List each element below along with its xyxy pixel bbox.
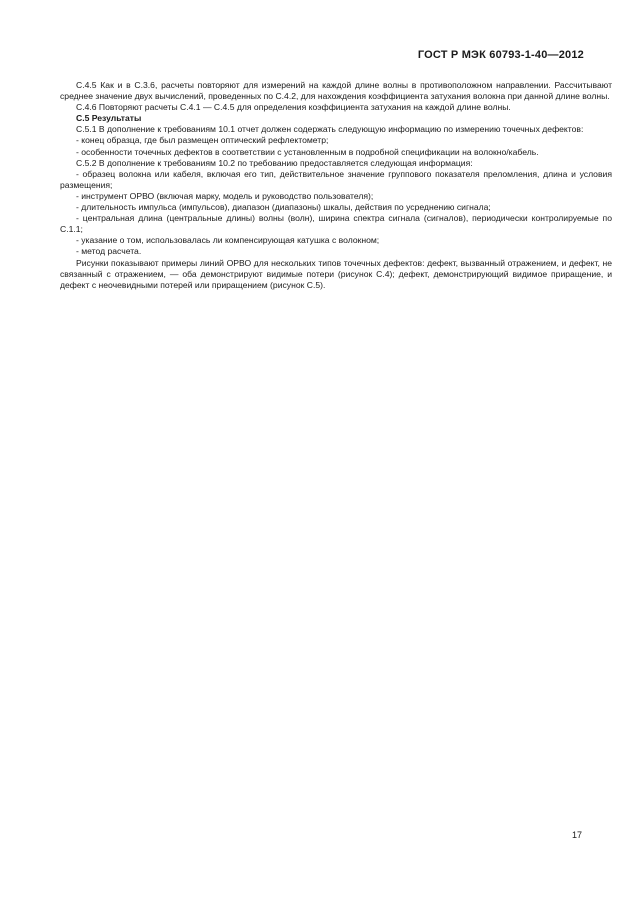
page-number: 17 — [571, 830, 582, 840]
paragraph-c46: С.4.6 Повторяют расчеты С.4.1 — С.4.5 для определения коэффициента затухания на каждой длине волны. — [76, 102, 511, 113]
body-text — [60, 80, 612, 291]
paragraph-c45: С.4.5 Как и в С.3.6, расчеты повторяют для измерений на каждой длине волны в противоположном направлении. Рассчитывают среднее значение двух вычислений, проведенных по С.4.2, для нахождения коэффициента затухания волокна при данной длине волны. — [60, 80, 612, 102]
paragraph-figures: Рисунки показывают примеры линий ОРВО для нескольких типов точечных дефектов: дефект, вызванный отражением, и дефект, не связанный с отражением, — оба демонстрируют видимые потери (рисунок С.4); дефект, демонстрирующий видимое приращение, и дефект с неочевидными потерей или приращением (рисунок С.5). — [60, 257, 612, 290]
list-item: - длительность импульса (импульсов), диапазон (диапазоны) шкалы, действия по усреднению сигнала; — [76, 202, 491, 213]
standard-header: ГОСТ Р МЭК 60793-1-40—2012 — [417, 49, 584, 61]
list-item: - особенности точечных дефектов в соответствии с установленным в подробной спецификации на волокно/кабель. — [76, 146, 539, 157]
list-item: - инструмент ОРВО (включая марку, модель и руководство пользователя); — [76, 190, 374, 201]
paragraph-c51: С.5.1 В дополнение к требованиям 10.1 отчет должен содержать следующую информацию по измерению точечных дефектов: — [76, 124, 584, 135]
list-item: - указание о том, использовалась ли компенсирующая катушка с волокном; — [76, 235, 380, 246]
list-item: - метод расчета. — [76, 246, 142, 257]
list-item: - центральная длина (центральные длины) волны (волн), ширина спектра сигнала (сигналов), периодически контролируемые по С.1.1; — [60, 213, 612, 235]
list-item: - конец образца, где был размещен оптический рефлектометр; — [76, 135, 329, 146]
list-item: - образец волокна или кабеля, включая его тип, действительное значение группового показателя преломления, длина и условия размещения; — [60, 168, 612, 190]
paragraph-c52: С.5.2 В дополнение к требованиям 10.2 по требованию предоставляется следующая информация: — [76, 157, 473, 168]
section-heading-c5: С.5 Результаты — [76, 113, 142, 124]
